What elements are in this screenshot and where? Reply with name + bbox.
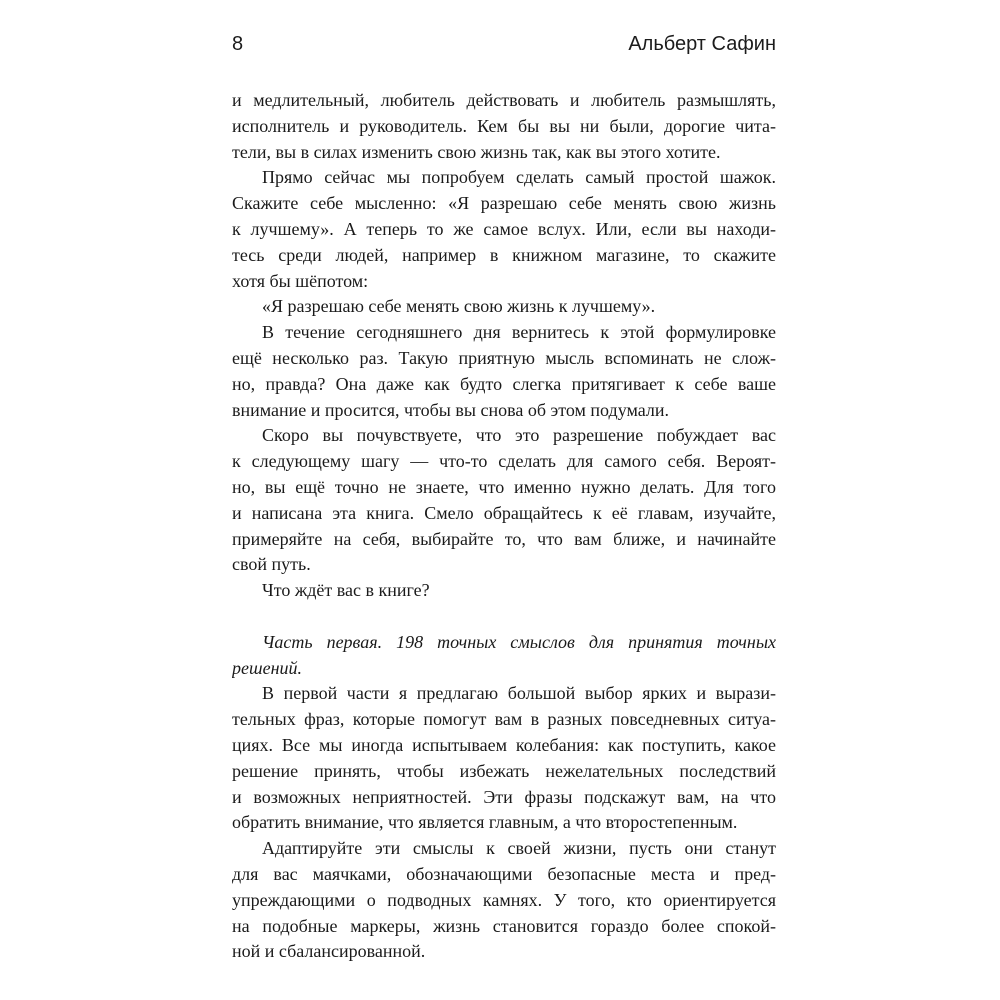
text-line: тели, вы в силах изменить свою жизнь так, как вы этого хотите.: [232, 141, 721, 162]
text-line: Адаптируйте эти смыслы к своей жизни, пусть они станут: [262, 838, 776, 859]
text-line: ной и сбалансированной.: [232, 941, 426, 962]
text-line: тесь среди людей, например в книжном магазине, то скажите: [232, 244, 776, 265]
paragraph: [232, 294, 776, 320]
text-line: внимание и просится, чтобы вы снова об этом подумали.: [232, 399, 669, 420]
text-line: к лучшему». А теперь то же самое вслух. Или, если вы находи-: [232, 218, 776, 239]
text-line: Скоро вы почувствуете, что это разрешение побуждает вас: [262, 425, 776, 446]
text-line: В течение сегодняшнего дня вернитесь к этой формулировке: [262, 322, 776, 343]
paragraph: [232, 320, 776, 423]
paragraph: [232, 423, 776, 578]
text-line: решение принять, чтобы избежать нежелательных последствий: [232, 760, 776, 781]
text-line: циях. Все мы иногда испытываем колебания: как поступить, какое: [232, 734, 776, 755]
text-line: и медлительный, любитель действовать и любитель размышлять,: [232, 90, 776, 110]
text-line: хотя бы шёпотом:: [232, 270, 369, 291]
paragraph: [232, 165, 776, 294]
paragraph: [232, 630, 776, 682]
page-number: 8: [232, 33, 244, 55]
text-line: обратить внимание, что является главным, а что второстепенным.: [232, 812, 738, 833]
paragraph-spacer: [232, 604, 776, 630]
text-line: и возможных неприятностей. Эти фразы подскажут вам, на что: [232, 786, 776, 807]
running-head-author: Альберт Сафин: [628, 33, 776, 55]
text-line: «Я разрешаю себе менять свою жизнь к лучшему».: [262, 296, 656, 317]
text-line: Что ждёт вас в книге?: [262, 580, 430, 601]
text-line: к следующему шагу — что-то сделать для самого себя. Вероят-: [232, 451, 776, 472]
text-line: ещё несколько раз. Такую приятную мысль вспоминать не слож-: [232, 347, 776, 368]
paragraph: [232, 578, 776, 604]
page-header: [232, 33, 776, 56]
text-line: для вас маячками, обозначающими безопасные места и пред-: [232, 863, 776, 884]
text-line: свой путь.: [232, 554, 311, 575]
paragraph: [232, 836, 776, 965]
text-line: но, правда? Она даже как будто слегка притягивает к себе ваше: [232, 373, 776, 394]
paragraph: [232, 681, 776, 836]
text-line: примеряйте на себя, выбирайте то, что вам ближе, и начинайте: [232, 528, 776, 549]
text-line: Скажите себе мысленно: «Я разрешаю себе менять свою жизнь: [232, 193, 776, 214]
text-line: и написана эта книга. Смело обращайтесь к её главам, изучайте,: [232, 502, 776, 523]
paragraph: [232, 88, 776, 165]
text-line: упреждающими о подводных камнях. У того, кто ориентируется: [232, 889, 776, 910]
text-line: решений.: [232, 657, 302, 678]
text-line: тельных фраз, которые помогут вам в разных повседневных ситуа-: [232, 709, 776, 730]
page-body: [232, 88, 776, 965]
text-line: на подобные маркеры, жизнь становится гораздо более спокой-: [232, 915, 776, 936]
text-line: но, вы ещё точно не знаете, что именно нужно делать. Для того: [232, 476, 776, 497]
text-line: Часть первая. 198 точных смыслов для принятия точных: [262, 631, 776, 652]
text-line: исполнитель и руководитель. Кем бы вы ни были, дорогие чита-: [232, 115, 776, 136]
text-line: В первой части я предлагаю большой выбор ярких и вырази-: [262, 683, 776, 704]
text-line: Прямо сейчас мы попробуем сделать самый простой шажок.: [262, 167, 776, 188]
